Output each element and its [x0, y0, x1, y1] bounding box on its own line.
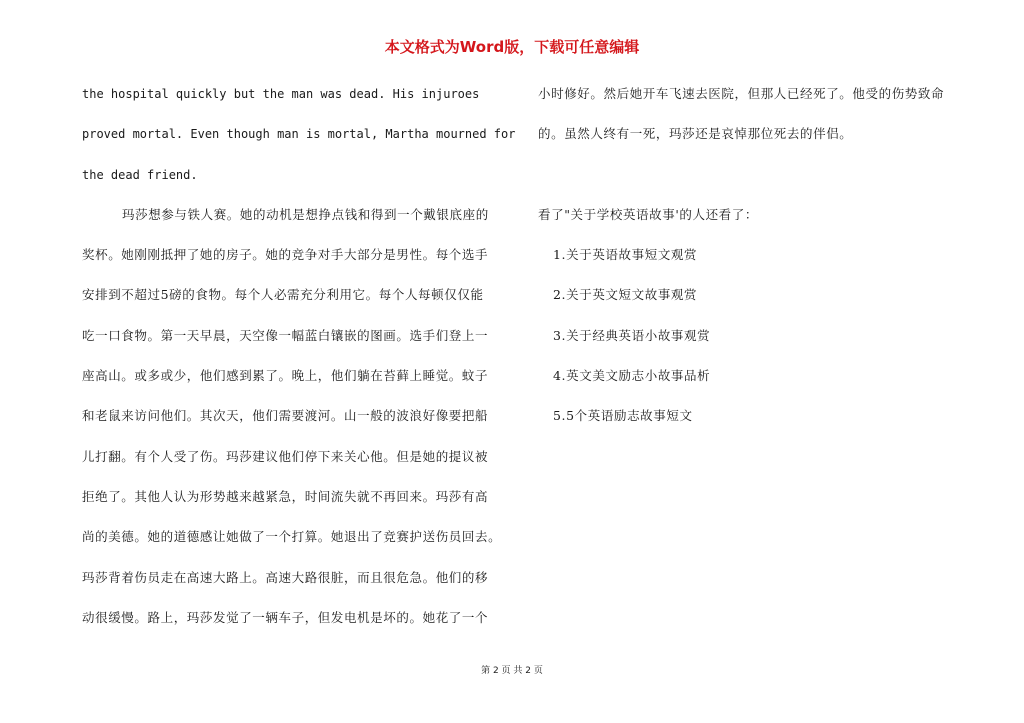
related-link-item[interactable]: 2.关于英文短文故事观赏: [553, 287, 698, 303]
chinese-text-line: 奖杯。她刚刚抵押了她的房子。她的竞争对手大部分是男性。每个选手: [82, 247, 489, 263]
right-column: [538, 80, 968, 443]
english-text-line: the hospital quickly but the man was dead. His injuroes: [82, 87, 480, 101]
chinese-text-line: 尚的美德。她的道德感让她做了一个打算。她退出了竞赛护送伤员回去。: [82, 529, 502, 545]
chinese-text-line: 儿打翻。有个人受了伤。玛莎建议他们停下来关心他。但是她的提议被: [82, 448, 489, 464]
document-banner: 本文格式为Word版，下载可任意编辑: [384, 38, 640, 56]
chinese-text-line: 座高山。或多或少，他们感到累了。晚上，他们躺在苔藓上睡觉。蚊子: [82, 368, 489, 384]
related-link-item[interactable]: 1.关于英语故事短文观赏: [553, 247, 698, 263]
english-text-line: the dead friend.: [82, 167, 198, 182]
blank-line: [538, 161, 968, 201]
related-heading: 看了"关于学校英语故事'的人还看了：: [538, 206, 758, 222]
related-link-item[interactable]: 3.关于经典英语小故事观赏: [553, 327, 711, 343]
chinese-text-line: 的。虽然人终有一死，玛莎还是哀悼那位死去的伴侣。: [538, 126, 853, 142]
related-link-item[interactable]: 4.英文美文励志小故事品析: [553, 368, 711, 384]
chinese-text-line: 安排到不超过5磅的食物。每个人必需充分利用它。每个人每顿仅仅能: [82, 287, 484, 303]
chinese-text-line: 玛莎想参与铁人赛。她的动机是想挣点钱和得到一个戴银底座的: [122, 206, 489, 222]
page-indicator: 第 2 页 共 2 页: [481, 666, 543, 676]
chinese-text-line: 吃一口食物。第一天早晨，天空像一幅蓝白镶嵌的图画。选手们登上一: [82, 327, 489, 343]
chinese-text-line: 小时修好。然后她开车飞速去医院，但那人已经死了。他受的伤势致命: [538, 86, 945, 101]
chinese-text-line: 玛莎背着伤员走在高速大路上。高速大路很脏，而且很危急。他们的移: [82, 569, 489, 585]
chinese-text-line: 拒绝了。其他人认为形势越来越紧急，时间流失就不再回来。玛莎有高: [82, 488, 489, 504]
left-column: [82, 80, 516, 644]
related-link-item[interactable]: 5.5个英语励志故事短文: [553, 408, 693, 424]
chinese-text-line: 动很缓慢。路上，玛莎发觉了一辆车子，但发电机是坏的。她花了一个: [82, 609, 489, 625]
chinese-text-line: 和老鼠来访问他们。其次天，他们需要渡河。山一般的波浪好像要把船: [82, 408, 489, 424]
english-text-line: proved mortal. Even though man is mortal, Martha mourned for: [82, 127, 516, 142]
